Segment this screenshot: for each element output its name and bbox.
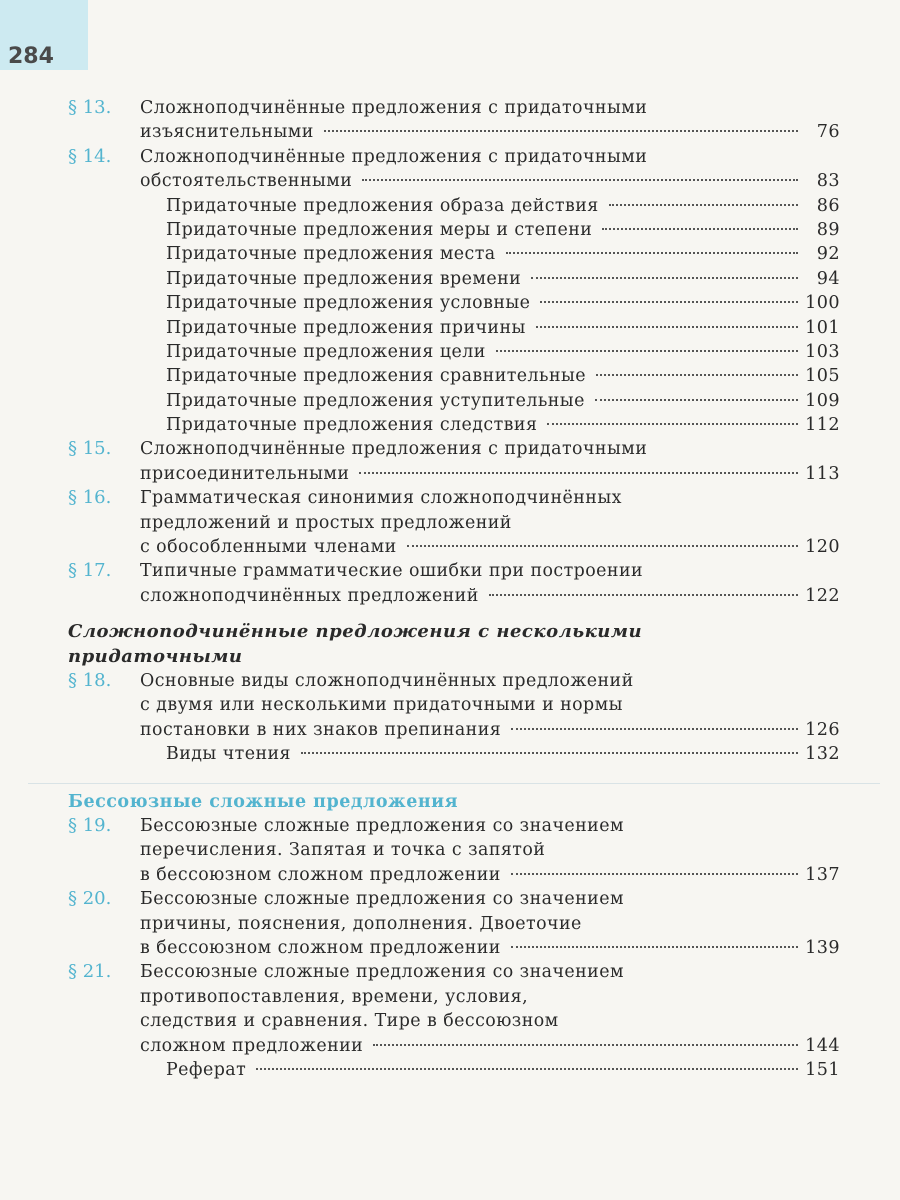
entry-title-line: Сложноподчинённые предложения с придаточными (140, 146, 648, 167)
entry-last-line (140, 535, 840, 559)
paragraph-number: § 19. (68, 814, 112, 836)
toc-subentry (68, 316, 840, 340)
dot-leader (496, 350, 798, 352)
entry-title-line: обстоятельственными (140, 171, 353, 192)
entry-title-line: сложном предложении (140, 1035, 364, 1056)
toc-entry (68, 814, 840, 887)
toc-subentry (68, 218, 840, 242)
toc-entry (68, 887, 840, 960)
page-ref: 126 (805, 719, 840, 740)
toc-entry (68, 669, 840, 742)
entry-title-line: в бессоюзном сложном предложении (140, 937, 501, 958)
entry-last-line (166, 291, 840, 315)
toc-subentry (68, 242, 840, 266)
entry-title-line: Придаточные предложения места (166, 244, 496, 265)
paragraph-number: § 18. (68, 670, 112, 692)
page-ref: 112 (805, 415, 840, 436)
dot-leader (609, 204, 798, 206)
entry-title-line: Грамматическая синонимия сложноподчинённых (140, 488, 622, 509)
dot-leader (407, 545, 798, 547)
entry-title-line: причины, пояснения, дополнения. Двоеточие (140, 913, 582, 934)
page-ref: 100 (805, 293, 840, 314)
dot-leader (362, 179, 798, 181)
page-ref: 101 (805, 317, 840, 338)
dot-leader (511, 728, 798, 730)
entry-title-line: Придаточные предложения сравнительные (166, 366, 587, 387)
entry-last-line (140, 584, 840, 608)
entry-title-line: Основные виды сложноподчинённых предложений (140, 671, 634, 692)
entry-last-line (140, 718, 840, 742)
toc-subentry (68, 267, 840, 291)
page-number: 284 (8, 44, 54, 69)
toc-entry (68, 437, 840, 486)
dot-leader (536, 326, 798, 328)
toc-subentry (68, 742, 840, 766)
page-ref: 144 (805, 1035, 840, 1056)
entry-title-line: Придаточные предложения цели (166, 341, 486, 362)
dot-leader (301, 752, 798, 754)
entry-title-line: Придаточные предложения причины (166, 317, 526, 338)
page-ref: 122 (805, 585, 840, 606)
toc-entry (68, 96, 840, 145)
entry-last-line (166, 413, 840, 437)
page-ref: 132 (805, 744, 840, 765)
page-ref: 92 (816, 244, 840, 265)
entry-title-line: Придаточные предложения следствия (166, 415, 538, 436)
dot-leader (547, 423, 798, 425)
dot-leader (511, 873, 798, 875)
toc-subentry (68, 194, 840, 218)
paragraph-number: § 14. (68, 145, 112, 167)
entry-last-line (166, 340, 840, 364)
entry-title-line: противопоставления, времени, условия, (140, 986, 529, 1007)
toc-subentry (68, 389, 840, 413)
entry-title-line: следствия и сравнения. Тире в бессоюзном (140, 1011, 559, 1032)
dot-leader (359, 472, 798, 474)
toc-subentry (68, 364, 840, 388)
page-ref: 120 (805, 537, 840, 558)
entry-last-line (140, 1034, 840, 1058)
page-ref: 89 (816, 219, 840, 240)
entry-last-line (166, 267, 840, 291)
entry-title-line: Придаточные предложения времени (166, 268, 522, 289)
entry-title-line: постановки в них знаков препинания (140, 719, 502, 740)
page-ref: 113 (805, 463, 840, 484)
toc-entry (68, 960, 840, 1058)
table-of-contents (68, 96, 840, 1082)
entry-last-line (140, 936, 840, 960)
page-ref: 103 (805, 341, 840, 362)
section-heading-line: придаточными (68, 645, 243, 667)
entry-last-line (166, 1058, 840, 1082)
entry-title-line: Бессоюзные сложные предложения со значением (140, 889, 624, 910)
entry-title-line: в бессоюзном сложном предложении (140, 864, 501, 885)
paragraph-number: § 13. (68, 97, 112, 118)
entry-title-line: Бессоюзные сложные предложения со значением (140, 962, 624, 983)
page-ref: 76 (816, 122, 840, 143)
dot-leader (596, 374, 798, 376)
entry-title-line: предложений и простых предложений (140, 512, 512, 533)
entry-last-line (140, 462, 840, 486)
entry-title-line: присоединительными (140, 463, 350, 484)
entry-title-line: Реферат (166, 1059, 247, 1080)
paragraph-number: § 20. (68, 888, 112, 910)
paragraph-number: § 15. (68, 438, 112, 460)
entry-last-line (166, 742, 840, 766)
paragraph-number: § 21. (68, 961, 112, 983)
entry-title-line: Придаточные предложения условные (166, 293, 531, 314)
toc-subentry (68, 291, 840, 315)
paragraph-number: § 16. (68, 487, 112, 509)
entry-title-line: Бессоюзные сложные предложения со значением (140, 815, 624, 836)
section-heading (68, 620, 840, 669)
page-ref: 86 (816, 195, 840, 216)
entry-title-line: Придаточные предложения уступительные (166, 390, 585, 411)
entry-title-line: Сложноподчинённые предложения с придаточными (140, 98, 648, 118)
entry-title-line: с обособленными членами (140, 537, 397, 558)
entry-last-line (140, 120, 840, 144)
dot-leader (540, 301, 798, 303)
dot-leader (506, 252, 798, 254)
dot-leader (602, 228, 798, 230)
entry-title-line: Придаточные предложения меры и степени (166, 219, 593, 240)
page-ref: 105 (805, 366, 840, 387)
entry-last-line (140, 863, 840, 887)
page-ref: 83 (816, 171, 840, 192)
entry-last-line (166, 242, 840, 266)
section-heading: Бессоюзные сложные предложения (68, 791, 459, 812)
dot-leader (531, 277, 798, 279)
toc-entry (68, 486, 840, 559)
paragraph-number: § 17. (68, 560, 112, 582)
toc-entry (68, 559, 840, 608)
page-ref: 94 (816, 268, 840, 289)
page-ref: 151 (805, 1059, 840, 1080)
entry-last-line (166, 364, 840, 388)
toc-subentry (68, 413, 840, 437)
entry-title-line: сложноподчинённых предложений (140, 585, 479, 606)
page-ref: 139 (805, 937, 840, 958)
entry-title-line: с двумя или несколькими придаточными и нормы (140, 695, 623, 716)
dot-leader (256, 1068, 798, 1070)
page-ref: 109 (805, 390, 840, 411)
entry-title-line: Виды чтения (166, 744, 291, 765)
entry-last-line (166, 194, 840, 218)
entry-last-line (140, 169, 840, 193)
dot-leader (324, 130, 798, 132)
page-ref: 137 (805, 864, 840, 885)
dot-leader (489, 594, 798, 596)
entry-title-line: Придаточные предложения образа действия (166, 195, 599, 216)
toc-subentry (68, 340, 840, 364)
entry-last-line (166, 389, 840, 413)
entry-title-line: Типичные грамматические ошибки при построении (140, 561, 644, 582)
entry-title-line: изъяснительными (140, 122, 314, 143)
dot-leader (511, 946, 798, 948)
toc-entry (68, 145, 840, 194)
section-heading-line: Сложноподчинённые предложения с несколькими (68, 621, 643, 643)
entry-title-line: Сложноподчинённые предложения с придаточными (140, 439, 648, 460)
dot-leader (373, 1044, 798, 1046)
toc-subentry (68, 1058, 840, 1082)
entry-last-line (166, 316, 840, 340)
entry-title-line: перечисления. Запятая и точка с запятой (140, 840, 546, 861)
dot-leader (595, 399, 798, 401)
entry-last-line (166, 218, 840, 242)
